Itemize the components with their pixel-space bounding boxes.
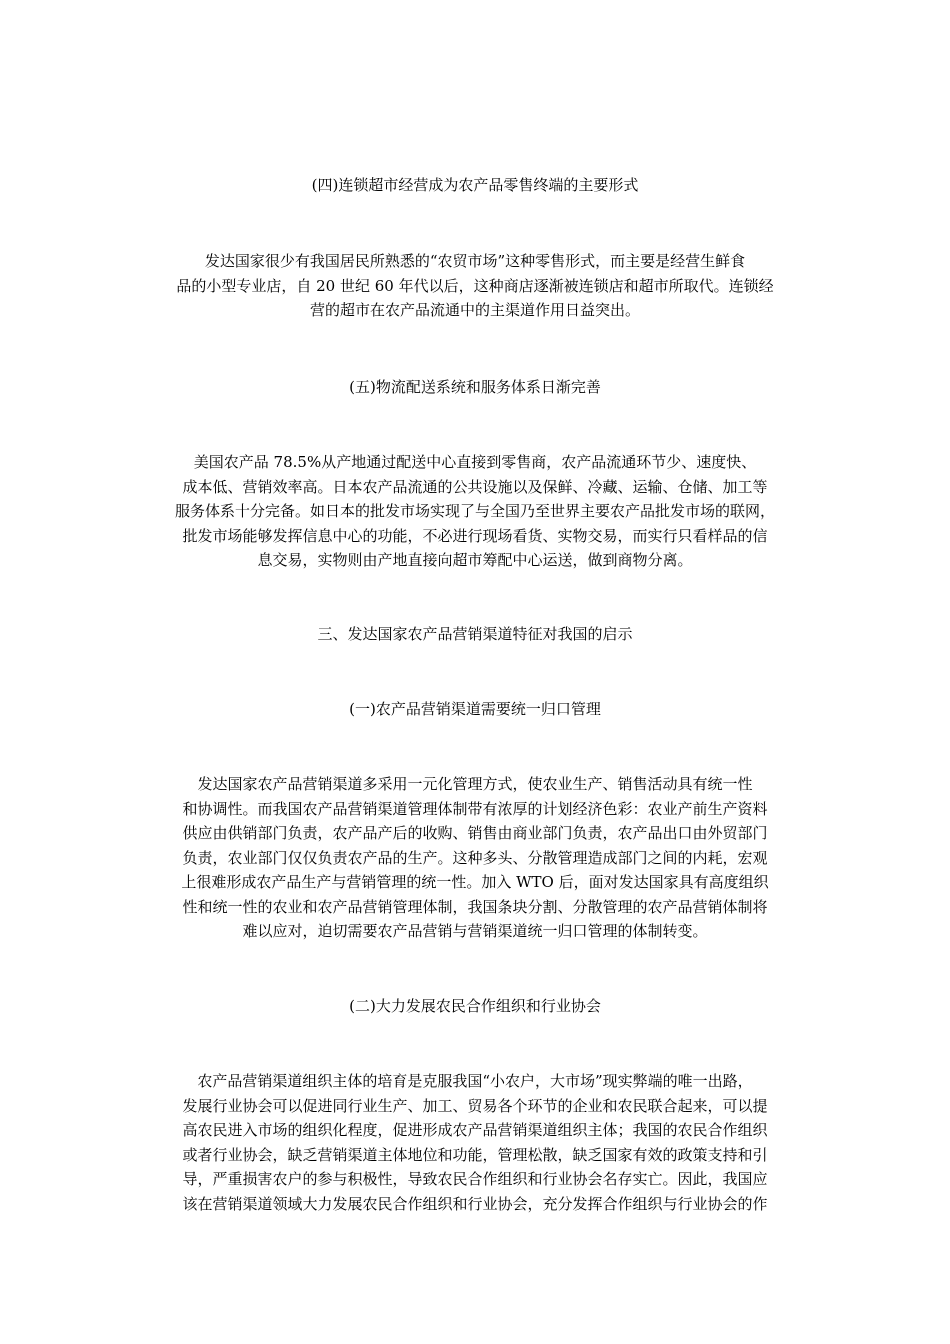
section-heading-unified-management: (一)农产品营销渠道需要统一归口管理 <box>349 700 601 718</box>
paragraph-line: 和协调性。而我国农产品营销渠道管理体制带有浓厚的计划经济色彩：农业产前生产资料 <box>182 799 768 818</box>
paragraph-line: 服务体系十分完备。如日本的批发市场实现了与全国乃至世界主要农产品批发市场的联网， <box>174 502 775 520</box>
paragraph-line: 高农民进入市场的组织化程度，促进形成农产品营销渠道组织主体；我国的农民合作组织 <box>182 1121 768 1139</box>
paragraph-line: 负责，农业部门仅仅负责农产品的生产。这种多头、分散管理造成部门之间的内耗，宏观 <box>182 848 768 867</box>
paragraph-line: 该在营销渠道领域大力发展农民合作组织和行业协会，充分发挥合作组织与行业协会的作 <box>182 1194 768 1213</box>
paragraph-line: 美国农产品 78.5%从产地通过配送中心直接到零售商，农产品流通环节少、速度快、 <box>193 453 757 471</box>
section-heading-cooperatives: (二)大力发展农民合作组织和行业协会 <box>349 997 601 1015</box>
paragraph-line: 发达国家很少有我国居民所熟悉的“农贸市场”这种零售形式，而主要是经营生鲜食 <box>204 252 746 270</box>
paragraph-line: 营的超市在农产品流通中的主渠道作用日益突出。 <box>309 301 640 319</box>
paragraph-line: 批发市场能够发挥信息中心的功能，不必进行现场看货、实物交易，而实行只看样品的信 <box>182 526 768 545</box>
paragraph-line: 难以应对，迫切需要农产品营销与营销渠道统一归口管理的体制转变。 <box>242 922 708 940</box>
paragraph-line: 成本低、营销效率高。日本农产品流通的公共设施以及保鲜、冷藏、运输、仓储、加工等 <box>182 477 768 496</box>
paragraph-chain-supermarkets <box>140 249 810 323</box>
paragraph-unified-management <box>140 772 810 944</box>
paragraph-cooperatives <box>140 1069 810 1216</box>
paragraph-line: 息交易，实物则由产地直接向超市筹配中心运送，做到商物分离。 <box>257 551 693 569</box>
paragraph-line: 农产品营销渠道组织主体的培育是克服我国“小农户，大市场”现实弊端的唯一出路， <box>197 1072 753 1090</box>
paragraph-line: 品的小型专业店，自 20 世纪 60 年代以后，这种商店逐渐被连锁店和超市所取代。连锁经 <box>176 276 774 295</box>
paragraph-line: 供应由供销部门负责，农产品产后的收购、销售由商业部门负责，农产品出口由外贸部门 <box>182 824 768 842</box>
chapter-heading-implications: 三、发达国家农产品营销渠道特征对我国的启示 <box>317 625 633 643</box>
section-heading-chain-supermarkets: (四)连锁超市经营成为农产品零售终端的主要形式 <box>311 176 639 194</box>
paragraph-line: 发展行业协会可以促进同行业生产、加工、贸易各个环节的企业和农民联合起来，可以提 <box>182 1096 768 1115</box>
paragraph-line: 导，严重损害农户的参与积极性，导致农民合作组织和行业协会名存实亡。因此，我国应 <box>182 1170 768 1188</box>
paragraph-line: 或者行业协会，缺乏营销渠道主体地位和功能，管理松散，缺乏国家有效的政策支持和引 <box>182 1145 768 1164</box>
paragraph-line: 上很难形成农产品生产与营销管理的统一性。加入 WTO 后，面对发达国家具有高度组织 <box>181 873 769 891</box>
section-heading-logistics: (五)物流配送系统和服务体系日渐完善 <box>349 378 601 396</box>
paragraph-logistics <box>140 450 810 573</box>
paragraph-line: 发达国家农产品营销渠道多采用一元化管理方式，使农业生产、销售活动具有统一性 <box>197 775 753 793</box>
paragraph-line: 性和统一性的农业和农产品营销管理体制，我国条块分割、分散管理的农产品营销体制将 <box>182 897 768 916</box>
